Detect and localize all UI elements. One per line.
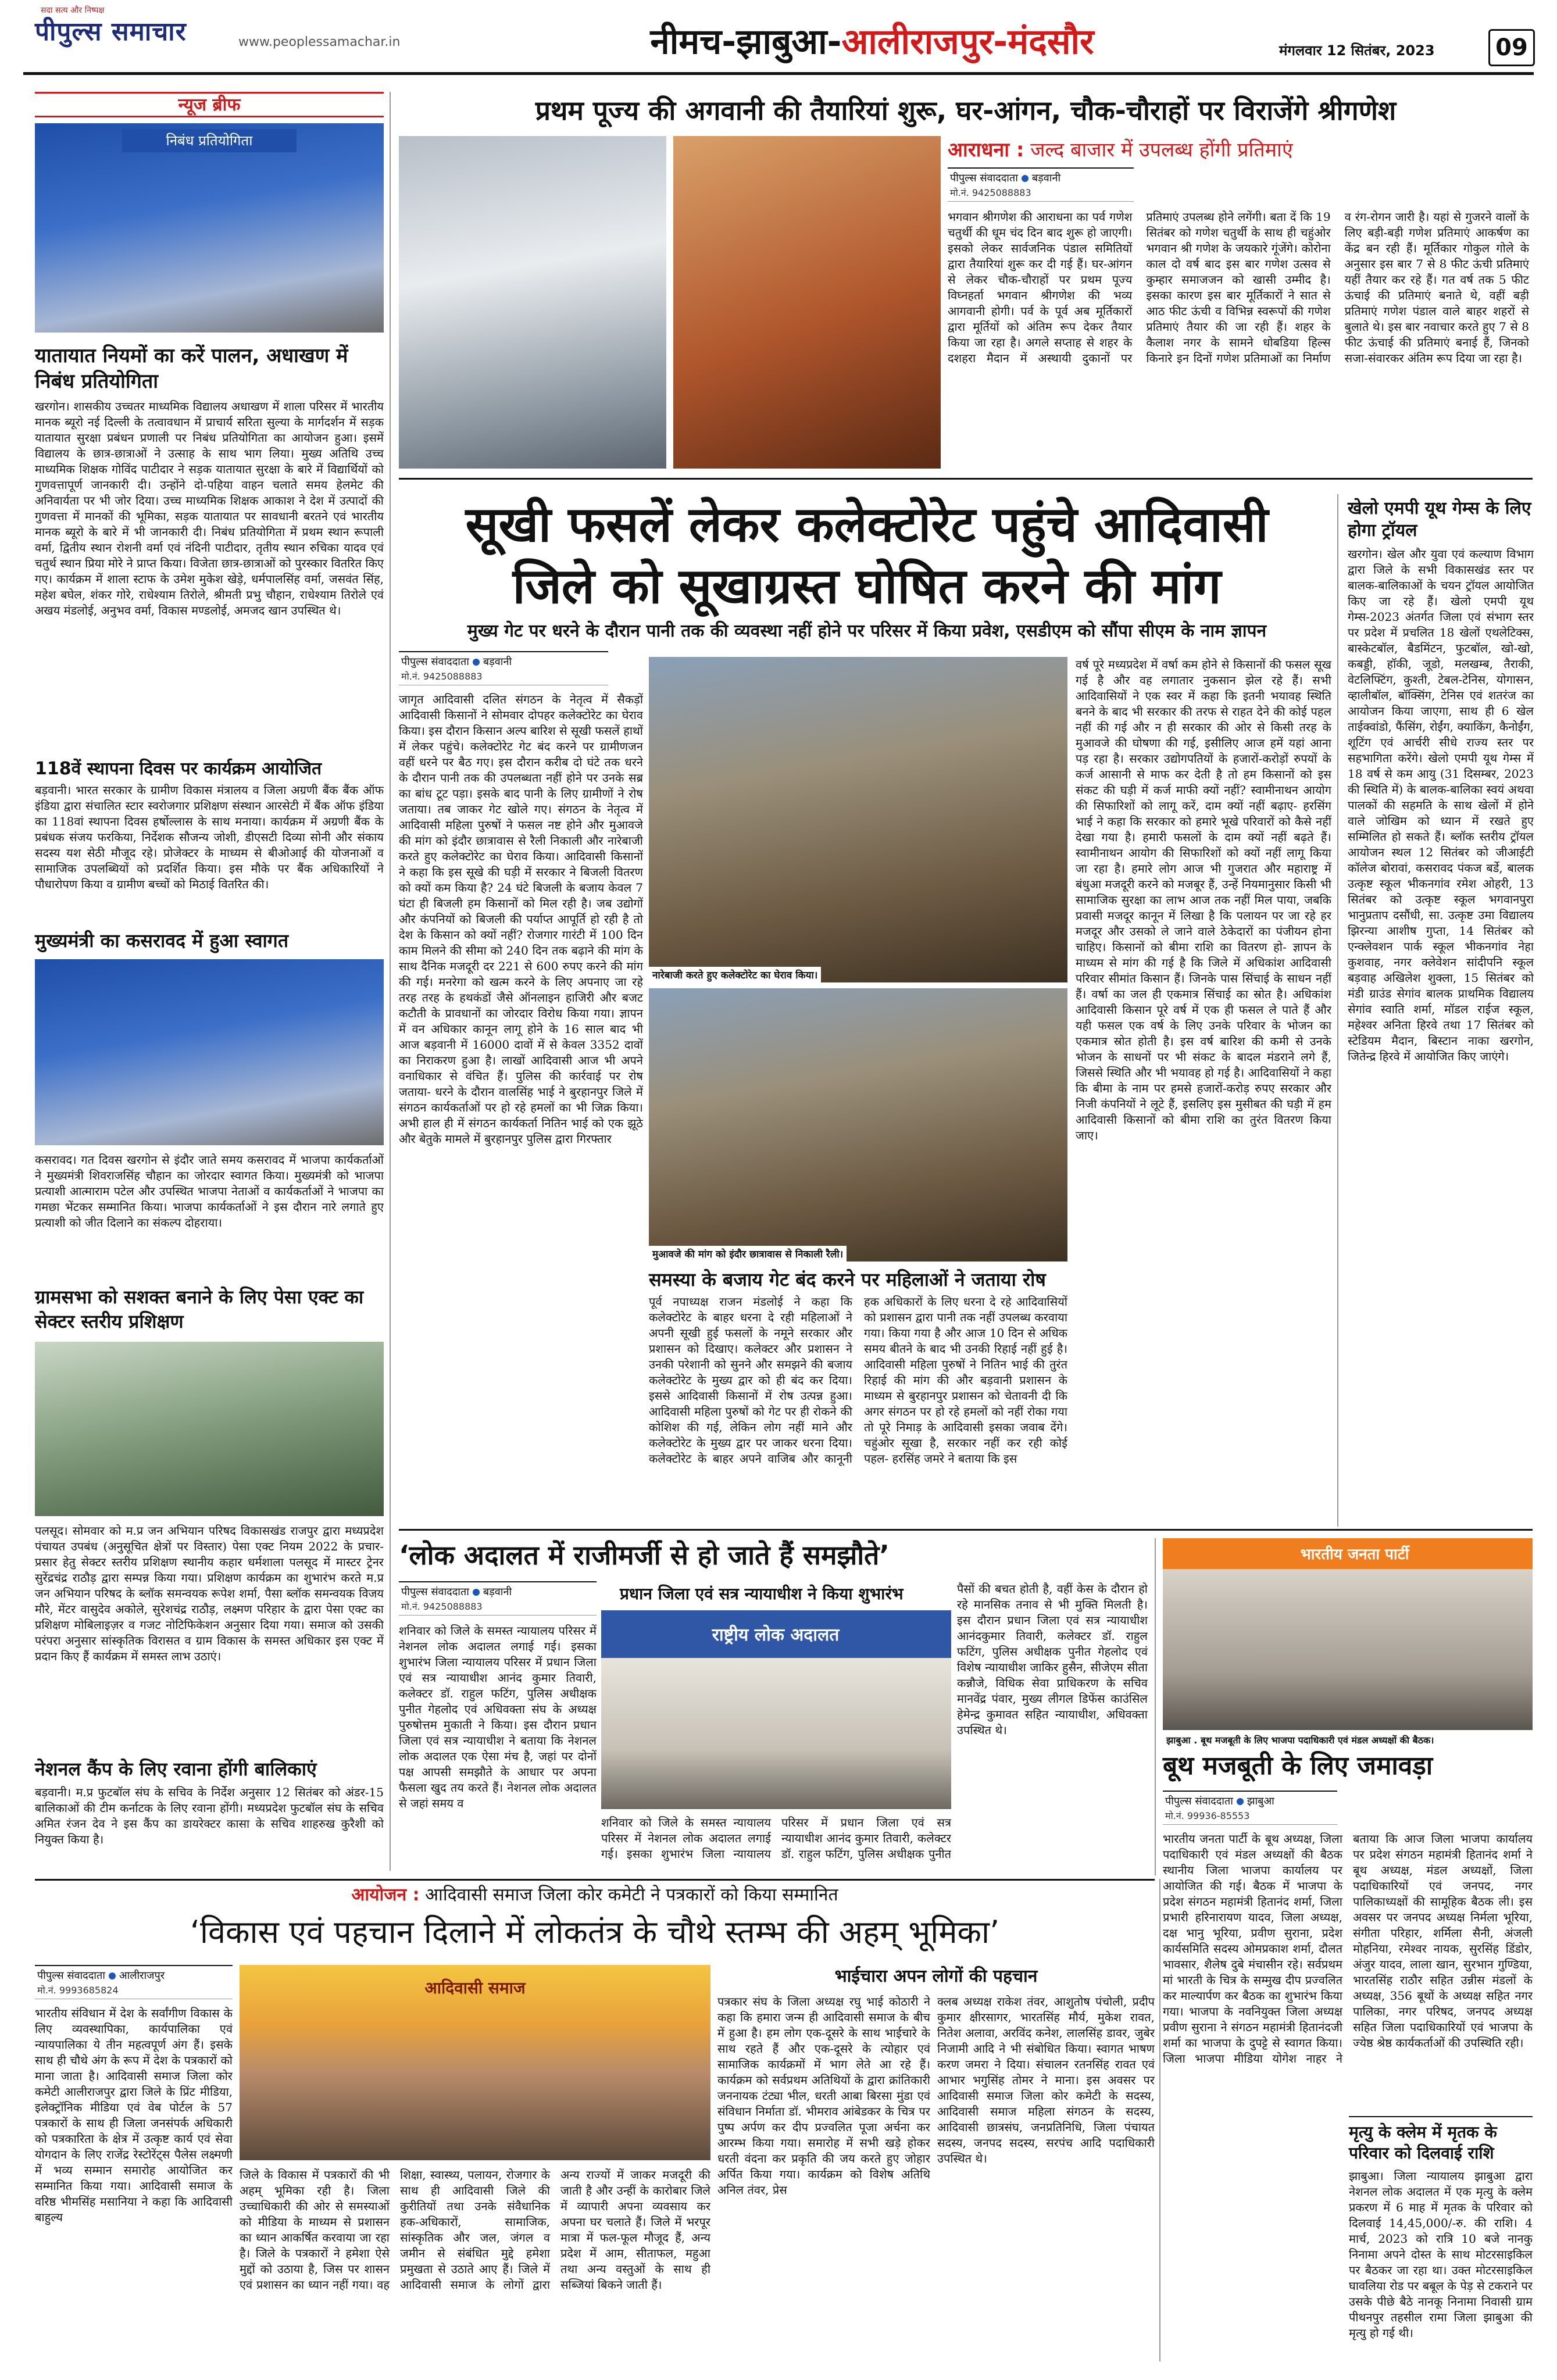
lead-photo1-caption: नारेबाजी करते हुए कलेक्टोरेट का घेराव किया। (649, 967, 821, 982)
lead-sub-text: पूर्व नपाध्यक्ष राजन मंडलोई ने कहा कि कलेक्टोरेट के बाहर धरना दे रही महिलाओं ने अपनी सूखी हुई फसलों के नमूने सरकार और प्रशासन को दिखाए। कलेक्टर और प्रशासन ने उनकी परेशानी को सुनने और समझने की बजाय कलेक्टोरेट के मुख्य द्वार को ही बंद कर दिया। इससे आदिवासी किसानों में रोष उत्पन्न हुआ। आदिवासी महिला पुरुषों को गेट पर ही रोकने की कोशिश की गई, लेकिन लोग नहीं माने और कलेक्टोरेट के मुख्य द्वार पर जाकर धरना दिया। कलेक्टोरेट के बाहर अपने वाजिब और कानूनी हक अधिकारों के लिए धरना दे रहे आदिवासियों को प्रशासन द्वारा पानी तक नहीं उपलब्ध करवाया गया। किया गया है और आज 10 दिन से अधिक समय बीतने के बाद भी उनकी रिहाई नहीं हुई है। आदिवासी महिला पुरुषों ने नितिन भाई की तुरंत रिहाई की मांग की और बड़वानी प्रशासन के माध्यम से बुरहानपुर प्रशासन को चेतावनी दी कि अगर संगठन पर हो रहे हमलों को नहीं रोका गया तो पूरे निमाड़ के आदिवासी इसका जवाब देंगे। चहुंओर सूखा है, सरकार नहीं कर रही कोई पहल- हरसिंह जमरे ने बताया कि इस (649, 1295, 1067, 1466)
vikas-right-divider (1159, 1879, 1160, 2361)
lead-subhead: मुख्य गेट पर धरने के दौरान पानी तक की व्यवस्था नहीं होने पर परिसर में किया प्रवेश, एसडीएम को सौंपा सीएम के नाम ज्ञापन (467, 621, 1267, 641)
issue-date: मंगलवार 12 सितंबर, 2023 (1279, 42, 1435, 59)
left-column-divider (390, 92, 391, 1871)
bjp-mobile: मो.नं. 99936-85553 (1165, 1810, 1250, 1821)
masthead (0, 0, 1557, 78)
vikas-top-rule (35, 1879, 1155, 1881)
website-link[interactable]: www.peoplessamachar.in (238, 35, 401, 49)
brand-logo (35, 13, 244, 48)
lead-headline-1: सूखी फसलें लेकर कलेक्टोरेट पहुंचे आदिवासी (465, 496, 1269, 553)
bjp-photo-caption: झाबुआ . बूथ मजबूती के लिए भाजपा पदाधिकारी एवं मंडल अध्यक्षों की बैठक। (1163, 1732, 1533, 1748)
cm-welcome-photo (35, 959, 384, 1145)
ganesh-idol-photo-1 (399, 136, 666, 469)
vikas-text-a: भारतीय संविधान में देश के सर्वांगीण विकास के लिए व्यवस्थापिका, कार्यपालिका एवं न्यायपालिका ये तीन महत्वपूर्ण अंग हैं। इसके साथ ही चौथे अंग के रूप में देश के पत्रकारों को माना जाता है। आदिवासी समाज जिला कोर कमेटी आलीराजपुर द्वारा जिले के प्रिंट मीडिया, इलेक्ट्रॉनिक मीडिया एवं वेब पोर्टल के 57 पत्रकारों के साथ ही जिला जनसंपर्क अधिकारी को पत्रकारिता के क्षेत्र में उत्कृष्ट कार्य एवं सेवा योगदान के लिए राजेंद्र रेस्टोरेंट्स पैलेस लक्ष्मणी में भव्य सम्मान समारोह आयोजित कर सम्मानित किया गया। आदिवासी समाज के वरिष्ठ भीमसिंह मसानिया ने कहा कि आदिवासी बाहुल्य (35, 2006, 233, 2224)
brief-text-foundation-day: बड़वानी। भारत सरकार के ग्रामीण विकास मंत्रालय व जिला अग्रणी बैंक बैंक ऑफ इंडिया द्वारा संचालित स्टार स्वरोजगार प्रशिक्षण संस्थान आरसेटी में बैंक ऑफ इंडिया का 118वां स्थापना दिवस हर्षोल्लास के साथ मनाया। कार्यक्रम में अग्रणी बैंक के प्रबंधक संजय फरकिया, निर्देशक सौजन्य जोशी, डीएसटी दिव्या सोनी और संकाय सदस्य यश सेठी मौजूद रहे। प्रोजेक्टर के माध्यम से बीओआई की योजनाओं व सामाजिक उपलब्धियों को प्रदर्शित किया। इस मौके पर बैंक अधिकारियों ने पौधारोपण किया व ग्रामीण बच्चों को मिठाई वितरित की। (35, 783, 384, 891)
photo-banner: निबंध प्रतियोगिता (122, 129, 297, 152)
right-column-divider (1337, 494, 1338, 1527)
brief-headline-national-camp: नेशनल कैंप के लिए रवाना होंगी बालिकाएं (35, 1758, 317, 1780)
vikas-kicker (35, 1884, 1155, 1907)
lead-text-col1: जागृत आदिवासी दलित संगठन के नेतृत्व में सैकड़ों आदिवासी किसानों ने सोमवार दोपहर कलेक्टोरेट का घेराव किया। इस दौरान किसान अल्प बारिश से सूखी फसलें हाथों में लेकर पहुंचे। कलेक्टोरेट गेट बंद करने पर ग्रामीणजन वहीं धरने पर बैठ गए। इस दौरान करीब दो घंटे तक धरने के दौरान पानी तक की उपलब्धता नहीं होने पर उनके सब्र का बांध टूट पड़ा। इसके बाद पानी के लिए ग्रामीणों ने रोष जताया। तब जाकर गेट खोले गए। संगठन के नेतृत्व में आदिवासी महिला पुरुषों ने फसल नष्ट होने और मुआवजे की मांग को इंदौर छात्रावास से रैली निकाली और नारेबाजी करते हुए कलेक्टोरेट का घेराव किया। आदिवासी किसानों ने कहा कि इस सूखे की घड़ी में सरकार ने बिजली वितरण को क्यों कम किया है? 24 घंटे बिजली के बजाय केवल 7 घंटा ही बिजली हम किसानों को मिल रही है। जब उद्योगों और कंपनियों को बिजली की पर्याप्त आपूर्ति हो रही है तो देश के किसान को क्यों नहीं? रोजगार गारंटी में 100 दिन काम मिलने की सीमा को 240 दिन तक बढ़ाने की मांग के साथ दैनिक मजदूरी दर 221 से 600 रुपए करने की मांग की गई। मनरेगा को खत्म करने के लिए अपनाए जा रहे तरह तरह के हथकंडों जैसे ऑनलाइन हाजिरी और बजट कटौती के प्रावधानों का जोरदार विरोध किया गया। ज्ञापन में वन अधिकार कानून लागू होने के 16 साल बाद भी आज बड़वानी में 16000 दावों में से केवल 3352 दावों का निराकरण हुआ है। लाखों आदिवासी आज भी अपने वनाधिकार से वंचित हैं। पुलिस की कार्रवाई पर रोष जताया- धरने के दौरान वालसिंह भाई ने बुरहानपुर जिले में संगठन कार्यकर्ताओं पर हो रहे हमलों का भी जिक्र किया। अभी हाल ही में संगठन कार्यकर्ता नितिन भाई को एक झूठे और बेतुके मामले में बुरहानपुर पुलिस द्वारा गिरफ्तार (399, 692, 643, 1146)
news-brief-label: न्यूज ब्रीफ (35, 92, 384, 117)
lok-adalat-headline: ‘लोक अदालत में राजीमर्जी से हो जाते हैं समझौते’ (399, 1539, 890, 1571)
ganesh-text: भगवान श्रीगणेश की आराधना का पर्व गणेश चतुर्थी की धूम चंद दिन बाद शुरू हो जाएगी। इसको लेकर सार्वजनिक पंडाल समितियों द्वारा तैयारियां शुरू कर दी गई हैं। घर-आंगन से लेकर चौक-चौराहों पर प्रथम पूज्य विघ्नहर्ता भगवान श्रीगणेश की भव्य आगवानी होगी। पर्व के पूर्व अब मूर्तिकारों द्वारा मूर्तियों को अंतिम रूप देकर तैयार किया जा रहा है। अगले सप्ताह से शहर के दशहरा मैदान में अस्थायी दुकानों पर प्रतिमाएं उपलब्ध होने लगेंगी। बता दें कि 19 सितंबर को गणेश चतुर्थी के साथ ही चहुंओर भगवान श्री गणेश के जयकारे गूंजेंगे। कोरोना काल दो वर्ष बाद इस बार गणेश उत्सव से कुम्हार समाजजन को खासी उम्मीद है। इसका कारण इस बार मूर्तिकारों ने सात से आठ फीट ऊंची व विभिन्न स्वरूपों की गणेश प्रतिमाएं तैयार की जा रही हैं। शहर के कैलाश नगर के सामने धोबडिया हिल्स किनारे इन दिनों गणेश प्रतिमाओं का निर्माण व रंग-रोगन जारी है। यहां से गुजरने वालों के लिए बड़ी-बड़ी गणेश प्रतिमाएं आकर्षण का केंद्र बन रही हैं। मूर्तिकार गोकुल गोले के अनुसार इस बार 7 से 8 फीट ऊंची प्रतिमाएं यहीं तैयार कर रहे हैं। गत वर्ष तक 5 फीट ऊंचाई की प्रतिमाएं बनाते थे, वहीं बड़ी प्रतिमाएं गणेश पंडाल वाले बाहर शहरों से बुलाते थे। इस बार नवाचार करते हुए 7 से 8 फीट ऊंचाई की प्रतिमाएं बनाई हैं, जिनको सजा-संवारकर अंतिम रूप दिया जा रहा है। (948, 210, 1529, 365)
byline-dot-icon (473, 659, 480, 666)
vikas-mobile: मो.नं. 9993685824 (37, 1985, 119, 1996)
vikas-kicker-label: आयोजन : (351, 1885, 420, 1905)
vikas-subhead: भाईचारा अपन लोगों की पहचान (834, 1966, 1038, 1986)
bjp-text: भारतीय जनता पार्टी के बूथ अध्यक्ष, जिला पदाधिकारी एवं मंडल अध्यक्षों की बैठक स्थानीय जिला भाजपा कार्यालय पर आयोजित की गई। बैठक में भाजपा के प्रदेश संगठन महामंत्री हितानंद शर्मा, जिला प्रभारी हरिनारायण यादव, जिला अध्यक्ष, दक्ष भानु भूरिया, प्रवीण सुराना, प्रदेश कार्यसमिति सदस्य ओमप्रकाश शर्मा, दौलत भावसार, शैलेष दुबे मंचासीन रहे। सर्वप्रथम मां भारती के चित्र के सम्मुख दीप प्रज्वलित कर माल्यार्पण कर बैठक का शुभारंभ किया गया। भाजपा के नवनियुक्त जिला अध्यक्ष प्रवीण सुराना ने संगठन महामंत्री हितानंदजी शर्मा का भाजपा के दुपट्टे से स्वागत किया। जिला भाजपा मीडिया योगेश नाहर ने बताया कि आज जिला भाजपा कार्यालय पर प्रदेश संगठन महामंत्री हितानंद शर्मा ने बूथ अध्यक्ष, मंडल अध्यक्षों, जिला पदाधिकारियों एवं जनपद, नगर पालिकाध्यक्षों की सामूहिक बैठक ली। इस अवसर पर जनपद अध्यक्ष निर्मला भूरिया, संगीता परिहार, शर्मिला सैनी, अंजली मोहनिया, रमेश्वर नायक, सुरसिंह डिंडोर, अंजुर यादव, लाला खान, सुरभान गुण्डिया, भारतसिंह राठौर सहित उन्नीस मंडलों के अध्यक्ष, 356 बूथों के अध्यक्ष सहित नगर पालिका, नगर परिषद, जनपद अध्यक्ष सहित जिला पदाधिकारियों एवं भाजपा के ज्येष्ठ श्रेष्ठ कार्यकर्ताओं की उपस्थिति रही। (1163, 1832, 1533, 2065)
lok-byline: पीपुल्स संवाददाता बड़वानी मो.नं. 9425088883 (399, 1581, 597, 1616)
brand-tagline: सदा सत्य और निष्पक्ष (41, 6, 105, 15)
brand-name: पीपुल्स समाचार (35, 17, 187, 47)
bjp-meeting-photo (1163, 1538, 1533, 1730)
brief-headline-foundation-day: 118वें स्थापना दिवस पर कार्यक्रम आयोजित (35, 759, 322, 779)
brief-text-pesa-training: पलसूद। सोमवार को म.प्र जन अभियान परिषद विकासखंड राजपुर द्वारा मध्यप्रदेश पंचायत उपबंध (अनुसूचित क्षेत्रों पर विस्तार) पेसा एक्ट नियम 2022 के प्रचार-प्रसार हेतु सेक्टर स्तरीय प्रशिक्षण स्थानीय कहार धर्मशाला पलसूद में मास्टर ट्रेनर सुरेंद्रचंद्र राठौड़ द्वारा सम्पन्न किया गया। प्रशिक्षण कार्यक्रम का शुभारंभ करते म.प्र जन अभियान परिषद के ब्लॉक समन्वयक रूपेश शर्मा, पैसा ब्लॉक समन्वयक विजय मौरे, मेंटर वासुदेव अकोले, सुरेशचंद्र राठौड़, लक्ष्मण परिहार के द्वारा पेसा एक्ट का प्रशिक्षण मोबिलाइज़र व गजट नोटिफिकेशन अनुसार दिया गया। समाज को उसकी परंपरा अनुसार सांस्कृतिक विरासत व ग्राम विकास के समस्त अधिकार इस एक्ट में प्रदान किए हैं कार्यक्रम में समस्त लाभ उठाएं। (35, 1524, 384, 1663)
lok-text-c: शनिवार को जिले के समस्त न्यायालय परिसर में नेशनल लोक अदालत लगाई गई। इसका शुभारंभ जिला न्यायालय परिसर में प्रधान जिला एवं सत्र न्यायाधीश आनंद कुमार तिवारी, कलेक्टर डॉ. राहुल फटिंग, पुलिस अधीक्षक पुनीत (601, 1816, 951, 1861)
pesa-training-photo (35, 1342, 384, 1516)
lead-photo2-caption: मुआवजे की मांग को इंदौर छात्रावास से निकाली रैली। (649, 1246, 847, 1262)
lead-protest-photo-1 (649, 657, 1067, 982)
ganesh-byline: पीपुल्स संवाददाता बड़वानी मो.नं. 9425088883 (948, 167, 1134, 202)
lead-text-col3: वर्ष पूरे मध्यप्रदेश में वर्षा कम होने से किसानों की फसल सूख गई है और वह लगातार नुकसान झेल रहे हैं। सभी आदिवासियों ने एक स्वर में कहा कि इतनी भयावह स्थिति बनने के बाद भी सरकार की तरफ से राहत देने की कोई पहल नहीं की गई और न ही सरकार की ओर से किसी तरह के मुआवजे की घोषणा की गई, इसीलिए आज हमें यहां आना पड़ रहा है। सरकार उद्योगपतियों के हजारों-करोड़ों रुपयों के कर्ज आसानी से माफ कर देती है तो हम किसानों को इस संकट की घड़ी में कर्ज माफी क्यों नहीं? स्वामीनाथन आयोग की सिफारिशों को लागू करें, दाम क्यों नहीं बढ़ाए- हरसिंग भाई ने कहा कि सरकार को हमारे भूखे परिवारों को कैसे नहीं देखा गया है। हमारी फसलों के दाम क्यों नहीं बढ़ते हैं। स्वामीनाथन आयोग की सिफारिशों को क्यों नहीं लागू किया जा रहा है। हमारे लोग आज भी गुजरात और महाराष्ट्र में बंधुआ मजदूरी करने को मजबूर हैं, उन्हें नियमानुसार किसी भी सामाजिक सुरक्षा का लाभ आज तक नहीं मिल पाया, जबकि प्रवासी मजदूर कानून में लिखा है कि पलायन पर जा रहे हर मजदूर और उसको ले जाने वाले ठेकेदारों का पंजीयन होना चाहिए। किसानों को बीमा राशि का वितरण हो- ज्ञापन के माध्यम से मांग की गई है कि जिले में अधिकांश आदिवासी परिवार सीमांत किसान हैं। जिनके पास सिंचाई के साधन नहीं हैं। वर्षा का जल ही एकमात्र सिंचाई का स्रोत है। अधिकांश आदिवासी किसान पूरे वर्ष में एक ही फसल ले पाते हैं और यही फसल एक वर्ष के लिए उनके परिवार के भोजन का एकमात्र स्रोत होती है। इस वर्ष बारिश की कमी से उनके भोजन के साधनों पर भी संकट के बादल मंडराने लगे हैं, जिससे स्थिति और भी भयावह हो गई है। आदिवासियों ने कहा कि बीमा के नाम पर हमसे हजारों-करोड़ रुपए सरकार और निजी कंपनियों ने लूटे हैं, इसलिए इस मुसीबत की घड़ी में हम आदिवासी किसानों को बीमा राशि का तुरंत वितरण किया जाए। (1076, 657, 1331, 1142)
vikas-headline: ‘विकास एवं पहचान दिलाने में लोकतंत्र के चौथे स्तम्भ की अहम् भूमिका’ (190, 1914, 1000, 1950)
lead-headline-2: जिले को सूखाग्रस्त घोषित करने की मांग (512, 558, 1222, 614)
vikas-photo-banner: आदिवासी समाज (424, 1978, 526, 1997)
essay-competition-photo (35, 123, 384, 333)
brief-headline-cm-welcome: मुख्यमंत्री का कसरावद में हुआ स्वागत (35, 930, 289, 952)
vikas-kicker-text: आदिवासी समाज जिला कोर कमेटी ने पत्रकारों को किया सम्मानित (425, 1885, 838, 1905)
masthead-rule (23, 72, 1534, 75)
ganesh-mobile: मो.नं. 9425088883 (950, 187, 1031, 198)
lead-mobile: मो.नं. 9425088883 (401, 671, 483, 682)
lead-byline: पीपुल्स संवाददाता बड़वानी मो.नं. 9425088883 (399, 651, 608, 685)
ganesh-kicker (948, 137, 1529, 163)
ganesh-headline: प्रथम पूज्य की अगवानी की तैयारियां शुरू, घर-आंगन, चौक-चौराहों पर विराजेंगे श्रीगणेश (535, 95, 1397, 126)
ganesh-kicker-label: आराधना : (948, 138, 1024, 162)
vikas-text-c: पत्रकार संघ के जिला अध्यक्ष रघु भाई कोठारी ने कहा कि हमारा जन्म ही आदिवासी समाज के बीच में हुआ है। हम लोग एक-दूसरे के साथ भाईचारे के साथ रहते हैं और एक-दूसरे के त्योहार एवं सामाजिक कार्यक्रमों में भाग लेते आ रहे हैं। कार्यक्रम को सर्वप्रथम अतिथियों के द्वारा क्रांतिकारी जननायक टंट्या भील, धरती आबा बिरसा मुंडा एवं संविधान निर्माता डॉ. भीमराव आंबेडकर के चित्र पर पुष्प अर्पण कर दीप प्रज्वलित पूजा अर्चना कर आरम्भ किया गया। समारोह में सभी खड़े होकर धरती वंदना कर प्रकृति की जय करते हुए जोहार अर्पित किया गया। कार्यक्रम को विशेष अतिथि अनिल तंवर, प्रेस (717, 1995, 930, 2197)
lead-bottom-rule (399, 1529, 1533, 1531)
brief-text-traffic: खरगोन। शासकीय उच्चतर माध्यमिक विद्यालय अधाखण में शाला परिसर में भारतीय मानक ब्यूरो नई दिल्ली के तत्वावधान में प्राचार्य सरिता सुल्या के मार्गदर्शन में सड़क यातायात सुरक्षा प्रबंधन प्रणाली पर निबंध प्रतियोगिता का आयोजन हुआ। इसमें विद्यालय के छात्र-छात्राओं ने उत्साह के साथ भाग लिया। मुख्य अतिथि उच्च माध्यमिक शिक्षक गोविंद पाटीदार ने सड़क यातायात सुरक्षा के बारे में विद्यार्थियों को गुणवत्तापूर्ण जानकारी दी। उन्होंने दो-पहिया वाहन चलाते समय हेलमेट की अनिवार्यता पर भी जोर दिया। उच्च माध्यमिक शिक्षक आकाश ने देश में उत्पादों की गुणवत्ता में मानकों की भूमिका, सड़क यातायात पर सावधानी बरतने एवं भारतीय मानक ब्यूरो के बारे में भी जानकारी दी। निबंध प्रतियोगिता में प्रथम स्थान रूपाली वर्मा, द्वितीय स्थान रोशनी वर्मा एवं नंदिनी पाटीदार, तृतीय स्थान रुचिका यादव एवं चतुर्थ स्थान प्रिया मोरे ने प्राप्त किया। विजेता छात्र-छात्राओं को पुरस्कार वितरित किए गए। कार्यक्रम में शाला स्टाफ के उमेश मुकेश खेड़े, धर्मपालसिंह वर्मा, जसवंत सिंह, महेश बघेल, शंकर गोरे, राधेश्याम तिरोले, श्रीमती प्रभु चौहान, राधेश्याम तिरोले एवं अखय मंडलोई, अनुभव वर्मा, विकास मण्डलोई, अमजद खान उपस्थित थे। (35, 399, 384, 617)
ganesh-idol-photo-2 (673, 136, 941, 469)
byline-dot-icon (1022, 175, 1029, 182)
page-number: 09 (1488, 29, 1535, 66)
bjp-headline: बूथ मजबूती के लिए जमावड़ा (1163, 1751, 1433, 1781)
brief-text-cm-welcome: कसरावद। गत दिवस खरगोन से इंदौर जाते समय कसरावद में भाजपा कार्यकर्ताओं ने मुख्यमंत्री शिवराजसिंह चौहान का जोरदार स्वागत किया। मुख्यमंत्री को भाजपा प्रत्याशी आत्माराम पटेल और उपस्थित भाजपा नेताओं व कार्यकर्ताओं ने भाजपा का गमछा भेंटकर सम्मानित किया। भाजपा कार्यकर्ताओं ने इस दौरान नारे लगाते हुए प्रत्याशी को जीत दिलाने का संकल्प दोहराया। (35, 1153, 384, 1230)
lok-text-b: पैसों की बचत होती है, वहीं केस के दौरान हो रहे मानसिक तनाव से भी मुक्ति मिलती है। इस दौरान प्रधान जिला एवं सत्र न्यायाधीश आनंदकुमार तिवारी, कलेक्टर डॉ. राहुल फटिंग, पुलिस अधीक्षक पुनीत गेहलोद एवं विशेष न्यायाधीश जाकिर हुसैन, सीजेएम सीता कन्नौजे, विधिक सेवा प्राधिकरण के सचिव मानवेंद्र पंवार, मुख्य लीगल डिफेंस काउंसिल हेमेन्द्र कुमावत सहित न्यायाधीश, अधिवक्ता उपस्थित थे। (957, 1582, 1148, 1737)
mrityu-text: झाबुआ। जिला न्यायालय झाबुआ द्वारा नेशनल लोक अदालत में एक मृत्यु के क्लेम प्रकरण में 6 माह में मृतक के परिवार को दिलवाई 14,45,000/-रु. की राशि। 4 मार्च, 2023 को रात्रि 10 बजे नानकु निनामा अपने दोस्त के साथ मोटरसाइकिल पर बैठकर जा रहा था। उक्त मोटरसाइकिल घावलिया रोड पर बबूल के पेड़ से टकराने पर उसके पीछे बैठे नानकू निनामा निवासी ग्राम पीथनपुर तहसील रामा जिला झाबुआ की मृत्यु हो गई थी। (1349, 2169, 1533, 2340)
khelo-text: खरगोन। खेल और युवा एवं कल्याण विभाग द्वारा जिले के सभी विकासखंड स्तर पर बालक-बालिकाओं के चयन ट्रॉयल आयोजित किए जा रहे हैं। खेलो एमपी यूथ गेम्स-2023 अंतर्गत जिला एवं संभाग स्तर पर प्रदेश में प्रचलित 18 खेलों एथलेटिक्स, बास्केटबॉल, बैडमिंटन, फुटबॉल, खो-खो, कबड्डी, हॉकी, जूडो, मलखम्ब, तैराकी, वेटलिफ्टिंग, कुश्ती, टेबल-टेनिस, योगासन, व्हालीबॉल, बॉक्सिंग, टेनिस एवं शतरंज का आयोजन किया जाएगा, साथ ही 6 खेल ताईक्वांडो, फैंसिंग, रोईंग, क्याकिंग, कैनोईंग, शूटिंग एवं आर्चरी सीधे राज्य स्तर पर सहभागिता करेंगे। खेलो एमपी यूथ गेम्स में 18 वर्ष से कम आयु (31 दिसम्बर, 2023 की स्थिति में) के बालक-बालिका स्वयं अथवा पालकों की सहमति के साथ खेलों में होने वाले जोखिम को ध्यान में रखते हुए सम्मिलित हो सकते हैं। ब्लॉक स्तरीय ट्रॉयल आयोजन स्थल 12 सितंबर को जीआईटी कॉलेज बोरावां, कसरावद पंकज बर्डे, बालक उत्कृष्ट स्कूल भीकनगांव रमेश ओहरी, 13 सितंबर को उत्कृष्ट स्कूल भगवानपुरा भानुप्रताप दसौंधी, सा. उत्कृष्ट उमा विद्यालय झिरन्या आशीष गुप्ता, 14 सितंबर को एन्क्लेवशन पार्क स्कूल भीकनगांव नेहा कुशवाह, नगर क्लेवेशन सांदीपनि स्कूल बड़वाह अखिलेश शुक्ला, 15 सितंबर को मंडी ग्राउंड सेगांव बालक प्राथमिक विद्यालय सेगांव स्वाति शर्मा, मॉडल राईज स्कूल, महेश्वर अनिता हिरवे तथा 17 सितंबर को स्टेडियम मैदान, बिस्टान नाका खरगोन, जितेन्द्र हिरवे में आयोजित किए जाएंगे। (1348, 547, 1534, 1063)
lok-subhead: प्रधान जिला एवं सत्र न्यायाधीश ने किया शुभारंभ (620, 1584, 904, 1603)
vikas-text-b: जिले के विकास में पत्रकारों की भी अहम् भूमिका रही है। जिला उच्चाधिकारी की ओर से समस्याओं को मीडिया के माध्यम से प्रशासन का ध्यान आकर्षित करवाया जा रहा है। जिले के पत्रकारों ने हमेशा ऐसे मुद्दों को उठाया है, जिस पर शासन एवं प्रशासन का ध्यान नहीं गया। वह शिक्षा, स्वास्थ्य, पलायन, रोजगार के साथ ही आदिवासी जिले की कुरीतियों तथा उनके संवैधानिक हक-अधिकारों, सामाजिक, सांस्कृतिक और जल, जंगल व जमीन से संबंधित मुद्दे हमेशा प्रमुखता से उठाते आए हैं। जिले में आदिवासी समाज के लोगों द्वारा अन्य राज्यों में जाकर मजदूरी की जाती है और उन्हीं के कारोबार जिले में व्यापारी अपना व्यवसाय कर अपना घर चलाते हैं। जिले में भरपूर मात्रा में फल-फूल मौजूद हैं, अन्य प्रदेश में आम, सीताफल, महुआ तथा अन्य वस्तुओं के साथ ही सब्जियां बिकने जाती हैं। (240, 2168, 710, 2292)
lok-photo-banner: राष्ट्रीय लोक अदालत (712, 1625, 840, 1645)
byline-dot-icon (1237, 1798, 1244, 1805)
bjp-byline: पीपुल्स संवाददाता झाबुआ मो.नं. 99936-85553 (1163, 1791, 1337, 1825)
mrityu-rule (1349, 2116, 1533, 2117)
khelo-headline: खेलो एमपी यूथ गेम्स के लिए होगा ट्रॉयल (1348, 498, 1531, 541)
lok-adalat-photo (601, 1610, 951, 1809)
section-title (552, 16, 1192, 63)
section-title-black: नीमच-झाबुआ- (650, 22, 842, 62)
vikas-felicitation-photo (240, 1965, 710, 2160)
byline-dot-icon (473, 1589, 480, 1596)
byline-dot-icon (109, 1972, 116, 1979)
mrityu-headline: मृत्यु के क्लेम में मृतक के परिवार को दिलवाई राशि (1349, 2122, 1497, 2163)
lok-text-a: शनिवार को जिले के समस्त न्यायालय परिसर में नेशनल लोक अदालत लगाई गई। इसका शुभारंभ जिला न्यायालय परिसर में प्रधान जिला एवं सत्र न्यायाधीश आनंद कुमार तिवारी, कलेक्टर डॉ. राहुल फटिंग, पुलिस अधीक्षक पुनीत गेहलोद एवं अधिवक्ता संघ के अध्यक्ष पुरुषोत्तम मुकाती ने किया। इस दौरान प्रधान जिला एवं सत्र न्यायाधीश ने बताया कि नेशनल लोक अदालत एक ऐसा मंच है, जहां पर दोनों पक्ष आपसी समझौते के आधार पर अपना फैसला खुद तय करते हैं। नेशनल लोक अदालत से जहां समय व (399, 1624, 597, 1810)
lead-protest-photo-2 (649, 988, 1067, 1262)
bjp-photo-banner: भारतीय जनता पार्टी (1300, 1546, 1409, 1563)
brief-headline-pesa-training: ग्रामसभा को सशक्त बनाने के लिए पेसा एक्ट का सेक्टर स्तरीय प्रशिक्षण (35, 1286, 364, 1332)
ganesh-kicker-text: जल्द बाजार में उपलब्ध होंगी प्रतिमाएं (1030, 138, 1293, 162)
ganesh-rule (399, 478, 1533, 480)
brief-headline-traffic: यातायात नियमों का करें पालन, अधाखण में निबंध प्रतियोगिता (35, 344, 348, 393)
section-title-red: आलीराजपुर-मंदसौर (841, 22, 1094, 62)
lead-sub-headline: समस्या के बजाय गेट बंद करने पर महिलाओं ने जताया रोष (649, 1268, 1046, 1291)
vikas-byline: पीपुल्स संवाददाता आलीराजपुर मो.नं. 9993685824 (35, 1965, 233, 1999)
lok-mobile: मो.नं. 9425088883 (401, 1601, 483, 1612)
vikas-text-d: क्लब अध्यक्ष राकेश तंवर, आशुतोष पंचोली, प्रदीप कुमार क्षीरसागर, भारतसिंह मौर्य, मुकेश रावत, नितेश अलावा, अरविंद कनेश, लालसिंह डावर, जुबेर निजामी आदि ने भी संबोधित किया। स्वागत भाषण करण जमरा ने दिया। संचालन रतनसिंह रावत एवं आभार भगुसिंह तोमर ने माना। इस अवसर पर आदिवासी समाज जिला कोर कमेटी के सदस्य, आदिवासी समाज महिला संगठन के सदस्य, आदिवासी छात्रसंघ, जनप्रतिनिधि, जिला पंचायत सदस्य, जनपद सदस्य, सरपंच आदि पदाधिकारी उपस्थित थे। (937, 1995, 1155, 2165)
brief-text-national-camp: बड़वानी। म.प्र फुटबॉल संघ के सचिव के निर्देश अनुसार 12 सितंबर को अंडर-15 बालिकाओं की टीम कर्नाटक के लिए रवाना होंगी। मध्यप्रदेश फुटबॉल संघ के सचिव अमित रंजन देव ने इस कैंप का डायरेक्टर कासा के सचिव शाहरुख कुरैशी को नियुक्त किया है। (35, 1785, 384, 1846)
bjp-column-divider (1155, 1538, 1156, 1875)
